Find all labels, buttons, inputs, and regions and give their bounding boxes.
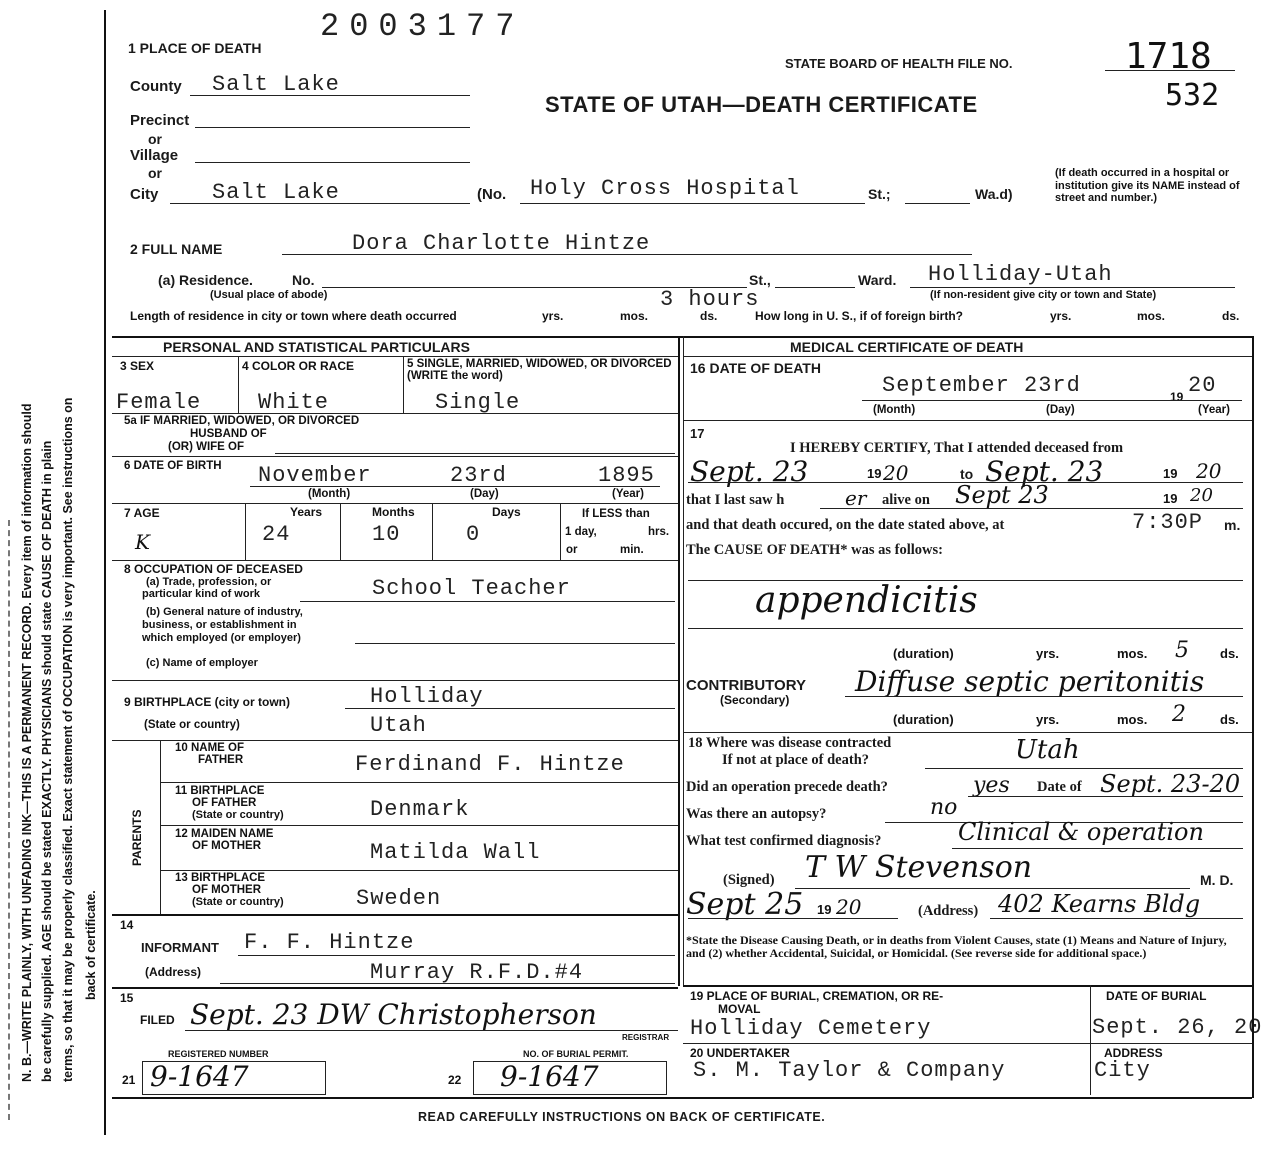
contrib-ds-label: ds.: [1220, 712, 1239, 727]
row-5a-rule: [112, 456, 678, 457]
file-no-secondary: 532: [1165, 78, 1220, 113]
sign-date-line: [688, 918, 898, 919]
item-17-label: 17: [690, 426, 705, 441]
mother-bp-label-3: (State or country): [192, 896, 284, 908]
filed-line: [185, 1030, 678, 1031]
county-line: [190, 95, 470, 96]
death-time: 7:30P: [1132, 510, 1204, 535]
age-divider-3: [432, 503, 433, 560]
usual-place-label: (Usual place of abode): [210, 289, 328, 301]
to-label: to: [960, 466, 974, 482]
main-top-rule: [112, 336, 1252, 338]
city-label: City: [130, 186, 159, 203]
less-than-label: If LESS than: [582, 508, 650, 520]
last-saw-19: 19: [1163, 491, 1178, 506]
operation-date: Sept. 23-20: [1100, 770, 1241, 798]
cause-footnote: *State the Disease Causing Death, or in deaths from Violent Causes, state (1) Means and Nature of Injury, and (2) whether Accidental, Suicidal, or Homicidal. (See reverse side for additional space.): [686, 933, 1227, 960]
foreign-birth-label: How long in U. S., if of foreign birth?: [755, 309, 963, 323]
dob-month-caption: (Month): [308, 488, 351, 500]
filed-signature: Sept. 23 DW Christopherson: [190, 998, 597, 1031]
row-16-rule: [683, 420, 1252, 421]
row-17-rule: [683, 732, 1252, 733]
cause-duration-label: (duration): [893, 646, 954, 661]
or-label-2: or: [148, 165, 162, 181]
file-no-line: [1105, 70, 1235, 71]
personal-heading: PERSONAL AND STATISTICAL PARTICULARS: [163, 339, 470, 355]
residence-label: (a) Residence.: [158, 272, 253, 288]
precinct-label: Precinct: [130, 112, 190, 129]
physician-address: 402 Kearns Bldg: [998, 890, 1201, 918]
last-saw-pronoun: er: [845, 486, 867, 510]
less-than-or: or: [566, 544, 578, 556]
residence-mos-label: mos.: [620, 309, 649, 323]
file-no: 1718: [1125, 36, 1212, 77]
ward-suffix-label: Wa.d): [975, 186, 1013, 202]
color-value: White: [258, 390, 330, 415]
side-note-line-2: be carefully supplied. AGE should be stated EXACTLY. PHYSICIANS should state CAUSE OF DEATH in plain: [40, 440, 54, 1082]
mother-bp-label-1: 13 BIRTHPLACE: [175, 872, 266, 884]
burial-top-rule: [683, 985, 1252, 987]
contrib-mos-label: mos.: [1117, 712, 1148, 727]
sex-divider: [238, 357, 239, 413]
dob-label: 6 DATE OF BIRTH: [124, 460, 222, 472]
ward-label: Ward.: [858, 272, 897, 288]
less-than-min: min.: [620, 544, 644, 556]
age-months: 10: [372, 522, 401, 547]
age-label: 7 AGE: [124, 506, 160, 520]
dob-day-caption: (Day): [470, 488, 499, 500]
informant-number: 14: [120, 918, 134, 932]
age-days: 0: [466, 522, 481, 547]
row-12-rule: [160, 870, 678, 871]
occupation-value: School Teacher: [372, 576, 571, 601]
physician-address-label: (Address): [918, 903, 979, 919]
contrib-duration-label: (duration): [893, 712, 954, 727]
burial-permit-label: NO. OF BURIAL PERMIT.: [523, 1049, 629, 1059]
parents-label: PARENTS: [130, 809, 144, 866]
birthplace-city-line: [345, 708, 675, 709]
death-month-caption: (Month): [873, 404, 916, 416]
contributory-line: [845, 696, 1243, 697]
operation-label: Did an operation precede death?: [686, 779, 888, 795]
street-no-label: (No.: [477, 186, 507, 203]
father-label-2: FATHER: [198, 754, 244, 766]
full-name-value: Dora Charlotte Hintze: [352, 231, 651, 256]
dob-day: 23rd: [450, 463, 507, 488]
village-label: Village: [130, 147, 179, 164]
residence-yrs-label: yrs.: [542, 309, 564, 323]
mother-label-1: 12 MAIDEN NAME: [175, 828, 274, 840]
age-divider-1: [245, 503, 246, 560]
attended-to-19: 19: [1163, 466, 1178, 481]
length-of-residence-label: Length of residence in city or town where death occurred: [130, 309, 457, 323]
file-no-label: STATE BOARD OF HEALTH FILE NO.: [785, 56, 1013, 71]
side-note-line-1: N. B.—WRITE PLAINLY, WITH UNFADING INK—THIS IS A PERMANENT RECORD. Every item of information should: [20, 403, 34, 1082]
occupation-b-1: (b) General nature of industry,: [146, 606, 303, 618]
cause-line-1: [688, 580, 1243, 581]
residence-ds-label: ds.: [700, 309, 718, 323]
residence-length-value: 3 hours: [660, 287, 760, 312]
date-of-death-line: [862, 400, 1242, 401]
row-3-rule: [112, 413, 678, 414]
occupation-line: [300, 601, 675, 602]
right-border: [1252, 336, 1254, 1098]
street-suffix-label: St.;: [868, 186, 891, 202]
last-saw-label: that I last saw h: [686, 492, 785, 508]
attended-from-year: 20: [883, 461, 909, 485]
hospital-note: (If death occurred in a hospital or institution give its NAME instead of street and number.): [1055, 167, 1240, 204]
birthplace-sub-label: (State or country): [144, 719, 240, 731]
row-10-rule: [160, 782, 678, 783]
cause-duration: 5: [1175, 638, 1189, 663]
cause-label: The CAUSE OF DEATH* was as follows:: [686, 542, 943, 558]
row-6-rule: [112, 503, 678, 504]
ward-value: Holliday-Utah: [928, 262, 1113, 287]
undertaker-address: City: [1094, 1058, 1151, 1083]
personal-heading-rule: [112, 356, 678, 357]
residence-no-label: No.: [292, 272, 315, 288]
dob-month: November: [258, 463, 372, 488]
foreign-ds-label: ds.: [1222, 309, 1240, 323]
filed-label: FILED: [140, 1013, 175, 1027]
age-divider-4: [560, 503, 561, 560]
father-bp-label-3: (State or country): [192, 809, 284, 821]
age-years: 24: [262, 522, 291, 547]
nonresident-note: (If non-resident give city or town and State): [930, 289, 1157, 301]
date-of-death-year: 20: [1188, 373, 1217, 398]
last-saw-date: Sept 23: [955, 481, 1049, 509]
spouse-label-1: 5a IF MARRIED, WIDOWED, OR DIVORCED: [124, 415, 360, 427]
informant-line: [238, 955, 675, 956]
sign-date: Sept 25: [686, 887, 804, 922]
registered-number: 9-1647: [150, 1060, 249, 1093]
sex-label: 3 SEX: [120, 359, 155, 373]
autopsy-value: no: [930, 795, 958, 820]
occupation-a-2: particular kind of work: [142, 588, 260, 600]
informant-value: F. F. Hintze: [244, 930, 415, 955]
page-title: STATE OF UTAH—DEATH CERTIFICATE: [545, 92, 978, 117]
row-8-rule: [112, 680, 678, 681]
marital-value: Single: [435, 390, 521, 415]
burial-place: Holliday Cemetery: [690, 1016, 932, 1041]
time-m-label: m.: [1224, 517, 1241, 533]
sign-year: 20: [836, 895, 862, 919]
ward-line: [905, 203, 970, 204]
main-bottom-rule: [112, 1097, 1252, 1099]
item-18-label: 18 Where was disease contracted: [688, 735, 892, 751]
death-occurred-label: and that death occured, on the date stated above, at: [686, 517, 1005, 533]
spouse-line: [275, 453, 675, 454]
or-label-1: or: [148, 131, 162, 147]
md-label: M. D.: [1200, 872, 1234, 888]
burial-permit-number: 9-1647: [500, 1060, 599, 1093]
contributory-label: CONTRIBUTORY: [686, 677, 806, 694]
item-18-sub: If not at place of death?: [722, 752, 870, 768]
dob-line: [250, 486, 660, 487]
row-14-rule: [112, 987, 678, 989]
years-label: Years: [290, 505, 323, 519]
spouse-label-2: HUSBAND OF: [190, 428, 267, 440]
death-year-caption: (Year): [1198, 404, 1230, 416]
contracted-line: [925, 768, 1243, 769]
side-note-line-4: back of certificate.: [84, 890, 98, 1000]
certify-text: I HEREBY CERTIFY, That I attended deceased from: [790, 440, 1124, 456]
dob-year-caption: (Year): [612, 488, 644, 500]
industry-line: [355, 643, 675, 644]
father-name: Ferdinand F. Hintze: [355, 752, 625, 777]
burial-divider: [1090, 985, 1091, 1095]
attended-to: Sept. 23: [985, 455, 1104, 488]
medical-heading: MEDICAL CERTIFICATE OF DEATH: [790, 339, 1024, 355]
father-label-1: 10 NAME OF: [175, 742, 245, 754]
father-bp-label-2: OF FATHER: [192, 797, 257, 809]
age-mark: K: [135, 530, 150, 554]
left-border: [104, 10, 106, 1135]
precinct-line: [195, 127, 470, 128]
cause-line-2: [688, 628, 1243, 629]
color-divider: [403, 357, 404, 413]
autopsy-label: Was there an autopsy?: [686, 806, 827, 822]
perforation-edge: [8, 520, 10, 1120]
contributory-cause: Diffuse septic peritonitis: [855, 665, 1205, 698]
color-label: 4 COLOR OR RACE: [242, 359, 355, 373]
signed-label: (Signed): [723, 872, 775, 888]
marital-label: 5 SINGLE, MARRIED, WIDOWED, OR DIVORCED (WRITE the word): [407, 358, 672, 382]
burial-permit-prefix: 22: [448, 1073, 462, 1087]
mother-name: Matilda Wall: [370, 840, 541, 865]
side-note-line-3: terms, so that it may be properly classified. Exact statement of OCCUPATION is very important. See instructions on: [61, 397, 75, 1082]
burial-place-label-1: 19 PLACE OF BURIAL, CREMATION, OR RE-: [690, 989, 944, 1003]
birthplace-label: 9 BIRTHPLACE (city or town): [124, 695, 291, 709]
column-divider: [678, 336, 680, 986]
operation-date-label: Date of: [1037, 779, 1082, 795]
cause-of-death: appendicitis: [755, 580, 978, 621]
residence-st-label: St.,: [749, 272, 771, 288]
place-of-death-label: 1 PLACE OF DEATH: [128, 40, 262, 56]
informant-address-line: [220, 983, 675, 984]
age-divider-2: [340, 503, 341, 560]
column-divider-inner: [683, 336, 684, 986]
test-line: [952, 848, 1243, 849]
undertaker-address-label: ADDRESS: [1104, 1046, 1163, 1060]
date-of-death-label: 16 DATE OF DEATH: [690, 360, 821, 376]
village-line: [195, 162, 470, 163]
medical-heading-rule: [683, 356, 1252, 357]
burial-date: Sept. 26, 20: [1092, 1015, 1263, 1040]
row-7-rule: [112, 560, 678, 561]
street-line: [520, 203, 865, 204]
registrar-label: REGISTRAR: [622, 1033, 670, 1042]
ward-value-line: [910, 287, 1235, 288]
spouse-label-3: (OR) WIFE OF: [168, 441, 245, 453]
secondary-label: (Secondary): [720, 693, 790, 707]
city-value: Salt Lake: [212, 180, 340, 205]
sign-19: 19: [817, 902, 832, 917]
row-11-rule: [160, 825, 678, 826]
employer-label: (c) Name of employer: [146, 657, 258, 669]
birthplace-city: Holliday: [370, 684, 484, 709]
father-bp-label-1: 11 BIRTHPLACE: [175, 785, 265, 797]
informant-label: INFORMANT: [141, 940, 219, 955]
cause-mos-label: mos.: [1117, 646, 1148, 661]
county-label: County: [130, 78, 182, 95]
foreign-yrs-label: yrs.: [1050, 309, 1072, 323]
less-than-day: 1 day,: [565, 526, 597, 538]
undertaker-label: 20 UNDERTAKER: [690, 1046, 790, 1060]
registered-number-label: REGISTERED NUMBER: [168, 1049, 269, 1059]
foreign-mos-label: mos.: [1137, 309, 1166, 323]
death-day-caption: (Day): [1046, 404, 1075, 416]
mother-label-2: OF MOTHER: [192, 840, 261, 852]
dob-year: 1895: [598, 463, 655, 488]
days-label: Days: [492, 505, 521, 519]
burial-mid-rule: [683, 1043, 1252, 1044]
informant-address-label: (Address): [145, 965, 202, 979]
attended-from: Sept. 23: [690, 455, 809, 488]
last-saw-line: [820, 508, 1243, 509]
sex-value: Female: [116, 390, 202, 415]
operation-line: [968, 796, 1243, 797]
undertaker: S. M. Taylor & Company: [693, 1058, 1006, 1083]
occupation-a-1: (a) Trade, profession, or: [146, 576, 272, 588]
filed-number: 15: [120, 991, 134, 1005]
informant-address: Murray R.F.D.#4: [370, 960, 584, 985]
last-saw-year: 20: [1190, 485, 1213, 506]
occupation-label: 8 OCCUPATION OF DECEASED: [124, 562, 303, 576]
alive-on-label: alive on: [882, 492, 930, 508]
hospital-name: Holy Cross Hospital: [530, 176, 800, 201]
residence-st-line: [775, 287, 855, 288]
attended-to-year: 20: [1196, 459, 1222, 483]
stamp-number: 2003177: [320, 8, 525, 45]
full-name-line: [282, 254, 972, 255]
cause-yrs-label: yrs.: [1036, 646, 1060, 661]
burial-place-label-2: MOVAL: [718, 1002, 761, 1016]
instructions-footer: READ CAREFULLY INSTRUCTIONS ON BACK OF CERTIFICATE.: [418, 1110, 826, 1124]
date-of-death-value: September 23rd: [882, 373, 1081, 398]
contracted-value: Utah: [1015, 735, 1080, 765]
registered-number-prefix: 21: [122, 1073, 136, 1087]
burial-date-label: DATE OF BURIAL: [1106, 989, 1207, 1003]
full-name-label: 2 FULL NAME: [130, 241, 223, 257]
test-label: What test confirmed diagnosis?: [686, 833, 882, 849]
physician-address-line: [990, 918, 1243, 919]
row-13-rule: [112, 914, 678, 916]
father-birthplace: Denmark: [370, 797, 470, 822]
parents-divider: [160, 740, 161, 914]
occupation-b-2: business, or establishment in: [142, 619, 297, 631]
occupation-b-3: which employed (or employer): [142, 632, 301, 644]
months-label: Months: [372, 505, 415, 519]
attended-from-19: 19: [867, 466, 882, 481]
date-of-death-year-prefix: 19: [1170, 390, 1184, 404]
contrib-yrs-label: yrs.: [1036, 712, 1060, 727]
mother-birthplace: Sweden: [356, 886, 442, 911]
birthplace-state: Utah: [370, 713, 427, 738]
physician-signature: T W Stevenson: [805, 850, 1033, 885]
signed-line: [795, 888, 1190, 889]
cause-ds-label: ds.: [1220, 646, 1239, 661]
contrib-duration: 2: [1172, 702, 1186, 727]
test-value: Clinical & operation: [958, 818, 1204, 846]
row-9-rule: [112, 740, 678, 741]
mother-bp-label-2: OF MOTHER: [192, 884, 261, 896]
city-line: [170, 203, 470, 204]
county-value: Salt Lake: [212, 72, 340, 97]
operation-value: yes: [973, 773, 1010, 798]
less-than-hrs: hrs.: [648, 526, 670, 538]
